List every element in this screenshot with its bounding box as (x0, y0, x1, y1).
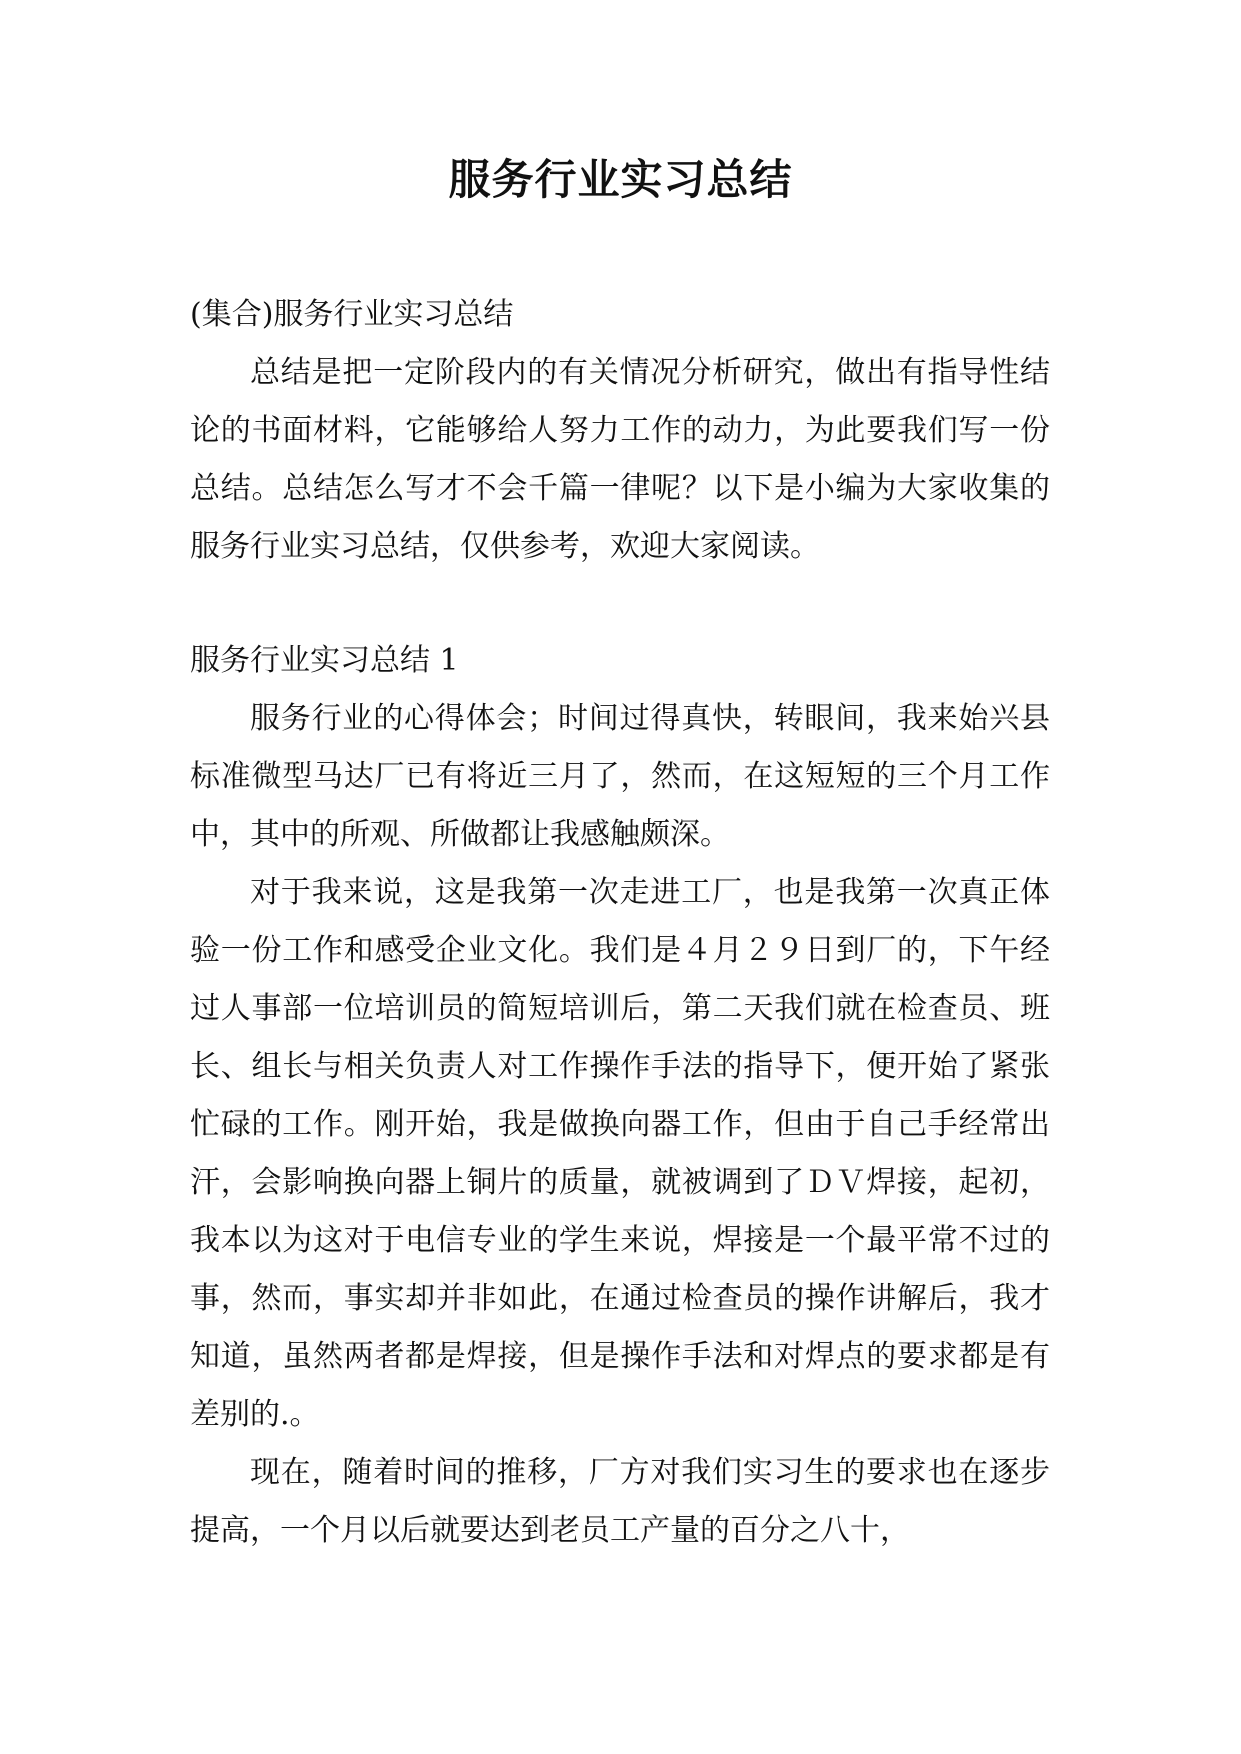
intro-paragraph: 总结是把一定阶段内的有关情况分析研究，做出有指导性结论的书面材料，它能够给人努力工作的动力，为此要我们写一份总结。总结怎么写才不会千篇一律呢？以下是小编为大家收集的服务行业实习总结，仅供参考，欢迎大家阅读。 (190, 355, 1050, 564)
section-spacer (190, 576, 1050, 632)
section-heading: 服务行业实习总结 1 (190, 643, 459, 678)
body-paragraph: 服务行业的心得体会；时间过得真快，转眼间，我来始兴县标准微型马达厂已有将近三月了，然而，在这短短的三个月工作中，其中的所观、所做都让我感触颇深。 (190, 701, 1050, 852)
body-paragraph: 现在，随着时间的推移，厂方对我们实习生的要求也在逐步提高，一个月以后就要达到老员工产量的百分之八十， (190, 1455, 1050, 1548)
document-subtitle: (集合)服务行业实习总结 (190, 297, 514, 332)
document-title: 服务行业实习总结 (448, 155, 793, 204)
body-paragraph: 对于我来说，这是我第一次走进工厂，也是我第一次真正体验一份工作和感受企业文化。我们是４月２９日到厂的，下午经过人事部一位培训员的简短培训后，第二天我们就在检查员、班长、组长与相关负责人对工作操作手法的指导下，便开始了紧张忙碌的工作。刚开始，我是做换向器工作，但由于自己手经常出汗，会影响换向器上铜片的质量，就被调到了ＤＶ焊接，起初，我本以为这对于电信专业的学生来说，焊接是一个最平常不过的事，然而，事实却并非如此，在通过检查员的操作讲解后，我才知道，虽然两者都是焊接，但是操作手法和对焊点的要求都是有差别的.。 (190, 875, 1050, 1432)
document-body (190, 286, 1050, 1560)
